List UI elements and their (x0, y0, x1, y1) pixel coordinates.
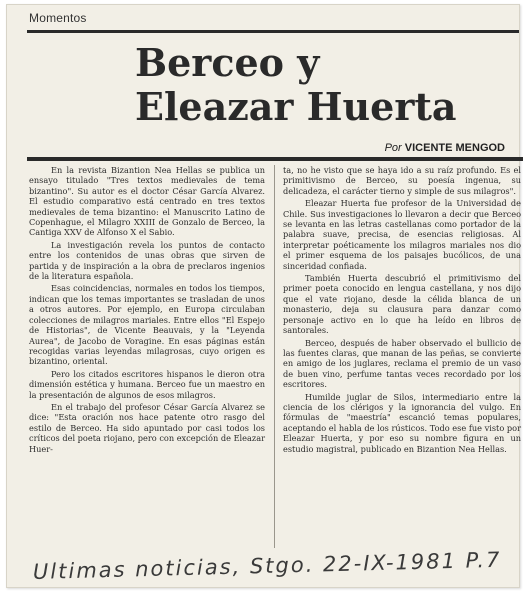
left-column (29, 165, 265, 456)
section-label: Momentos (29, 11, 87, 25)
byline-prefix: Por (384, 142, 402, 154)
handwritten-source-note: Ultimas noticias, Stgo. 22-IX-1981 P.7 (32, 547, 502, 584)
paragraph: ta, no he visto que se haya ido a su raíz profundo. Es el primitivismo de Berceo, su poesía ingenua, su delicadeza, el carácter tierno y simple de sus milagros". (283, 165, 521, 196)
column-divider (274, 165, 275, 548)
article-title (135, 41, 457, 129)
right-column (283, 165, 521, 456)
newspaper-clipping (6, 4, 520, 588)
paragraph: En el trabajo del profesor César García Alvarez se dice: "Esta oración nos hace patente otro rasgo del estilo de Berceo. Ha sido apuntado por casi todos los críticos del poeta riojano, pero con excepción de Eleazar Huer- (29, 401, 265, 454)
paragraph: En la revista Bizantion Nea Hellas se publica un ensayo titulado "Tres textos medievales de tema bizantino". Su autor es el doctor César García Alvarez. El estudio comparativo está centrado en tres textos medievales de tema bizantino: el Manuscrito Latino de Copenhague, el Milagro XXIII de Gonzalo de Berceo, la Cantiga XXV de Alfonso X el Sabio. (29, 165, 265, 238)
paragraph: También Huerta descubrió el primitivismo del primer poeta conocido en lengua castellana, y nos dijo que el vate riojano, desde la célida blanca de un monasterio, deja su clausura para danzar como personaje activo en lo que ha leído en libros de santorales. (283, 273, 521, 336)
paragraph: Berceo, después de haber observado el bullicio de las fuentes claras, que manan de las peñas, se convierte en amigo de los juglares, reclama el premio de un vaso de buen vino, perfume tantas veces recordado por los escritores. (283, 337, 521, 390)
paragraph: Eleazar Huerta fue profesor de la Universidad de Chile. Sus investigaciones lo llevaron a decir que Berceo se levanta en las letras castellanas como portador de la palabra suave, precisa, de esencias religiosas. Al interpretar poéticamente los milagros mariales nos dio el primer esquema de los paisajes bucólicos, de una sinceridad confiada. (283, 198, 521, 271)
paragraph: La investigación revela los puntos de contacto entre los contenidos de unas obras que sirven de partida y de inspiración a la obra de preclaros ingenios de la literatura española. (29, 239, 265, 282)
byline-rule (27, 157, 523, 161)
byline-author: VICENTE MENGOD (404, 142, 505, 154)
title-line-2: Eleazar Huerta (135, 84, 457, 129)
paragraph: Humilde juglar de Silos, intermediario entre la ciencia de los clérigos y la ignorancia del vulgo. En fórmulas de "maestría" escanció temas populares, aceptando el habla de los rústicos. Todo ese fue visto por Eleazar Huerta, y por eso su nombre figura en un estudio magistral, publicado en Bizantion Nea Hellas. (283, 391, 521, 454)
title-line-1: Berceo y (135, 40, 320, 85)
section-rule (27, 30, 519, 33)
paragraph: Pero los citados escritores hispanos le dieron otra dimensión estética y humana. Berceo fue un maestro en la presentación de algunos de esos milagros. (29, 368, 265, 400)
paragraph: Esas coincidencias, normales en todos los tiempos, indican que los temas importantes se trasladan de unos a otros autores. Por ejemplo, en Europa circulaban colecciones de milagros mariales. Entre ellos "El Espejo de Historias", de Vicente Beauvais, y la "Leyenda Aurea", de Jacobo de Voragine. En esas páginas están recogidas varias leyendas milagrosas, cuyo origen es bizantino, oriental. (29, 283, 265, 367)
byline (385, 142, 505, 154)
